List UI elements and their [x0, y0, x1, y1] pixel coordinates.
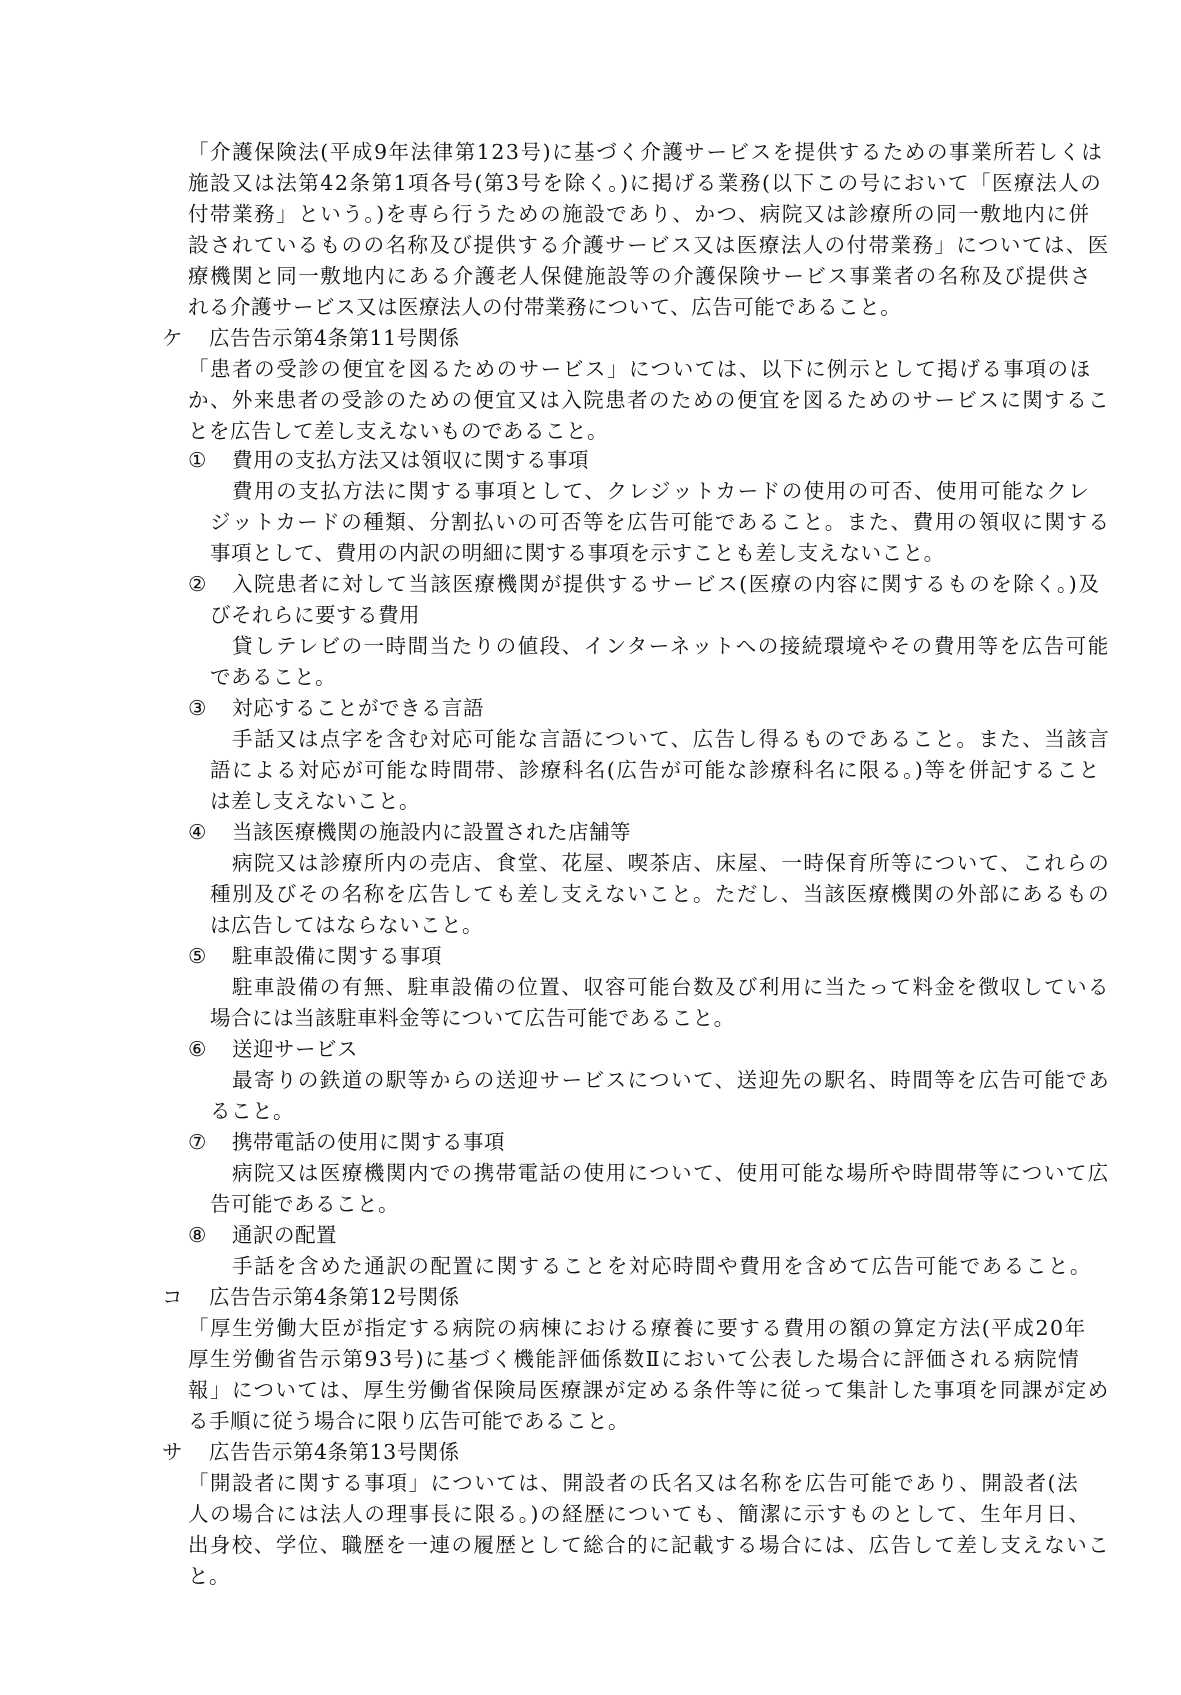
section-heading: 広告告示第4条第12号関係 [209, 1285, 460, 1309]
item-body-line: 駐車設備の有無、駐車設備の位置、収容可能台数及び利用に当たって料金を徴収している [232, 975, 1110, 999]
text-line: 設されているものの名称及び提供する介護サービス又は医療法人の付帯業務」については、医 [188, 233, 1110, 257]
item-body-line: 手話を含めた通訳の配置に関することを対応時間や費用を含めて広告可能であること。 [232, 1254, 1092, 1278]
item-heading: 対応することができる言語 [232, 696, 484, 720]
item-body-line: 貸しテレビの一時間当たりの値段、インターネットへの接続環境やその費用等を広告可能 [232, 634, 1110, 658]
item-body-line: 病院又は医療機関内での携帯電話の使用について、使用可能な場所や時間帯等について広 [232, 1161, 1110, 1185]
item-heading: 当該医療機関の施設内に設置された店舗等 [232, 820, 631, 844]
item-body-line: 手話又は点字を含む対応可能な言語について、広告し得るものであること。また、当該言 [232, 727, 1111, 751]
item-body-line: 事項として、費用の内訳の明細に関する事項を示すことも差し支えないこと。 [210, 541, 945, 565]
item-body-line: は差し支えないこと。 [210, 789, 420, 813]
item-body-line: 病院又は診療所内の売店、食堂、花屋、喫茶店、床屋、一時保育所等について、これらの [232, 851, 1111, 875]
item-body-line: 費用の支払方法に関する事項として、クレジットカードの使用の可否、使用可能なクレ [232, 479, 1091, 503]
text-line: 「介護保険法(平成9年法律第123号)に基づく介護サービスを提供するための事業所若しくは [188, 140, 1104, 164]
text-line: 報」については、厚生労働省保険局医療課が定める条件等に従って集計した事項を同課が定め [188, 1378, 1110, 1402]
item-number: ③ [188, 696, 207, 720]
item-heading: びそれらに要する費用 [210, 603, 420, 627]
item-heading: 入院患者に対して当該医療機関が提供するサービス(医療の内容に関するものを除く。)及 [232, 572, 1101, 596]
item-body-line: 種別及びその名称を広告しても差し支えないこと。ただし、当該医療機関の外部にあるもの [210, 882, 1111, 906]
item-body-line: 場合には当該駐車料金等について広告可能であること。 [210, 1006, 735, 1030]
item-number: ⑤ [188, 944, 207, 968]
text-line: 「患者の受診の便宜を図るためのサービス」については、以下に例示として掲げる事項のほ [188, 357, 1092, 381]
text-line: 施設又は法第42条第1項各号(第3号を除く。)に掲げる業務(以下この号において「医療法人の [188, 171, 1103, 195]
item-number: ⑥ [188, 1037, 207, 1061]
text-line: 出身校、学位、職歴を一連の履歴として総合的に記載する場合には、広告して差し支えないこ [188, 1533, 1111, 1557]
item-body-line: ジットカードの種類、分割払いの可否等を広告可能であること。また、費用の領収に関する [210, 510, 1111, 534]
item-number: ④ [188, 820, 207, 844]
section-marker: ケ [162, 326, 183, 350]
item-heading: 駐車設備に関する事項 [232, 944, 442, 968]
section-marker: サ [162, 1440, 183, 1464]
item-body-line: 語による対応が可能な時間帯、診療科名(広告が可能な診療科名に限る。)等を併記すること [210, 758, 1101, 782]
item-number: ⑧ [188, 1223, 207, 1247]
item-heading: 費用の支払方法又は領収に関する事項 [232, 448, 589, 472]
item-heading: 送迎サービス [232, 1037, 358, 1061]
text-line: 「厚生労働大臣が指定する病院の病棟における療養に要する費用の額の算定方法(平成20年 [188, 1316, 1087, 1340]
item-number: ① [188, 448, 207, 472]
text-line: か、外来患者の受診のための便宜又は入院患者のための便宜を図るためのサービスに関するこ [188, 388, 1111, 412]
item-body-line: 最寄りの鉄道の駅等からの送迎サービスについて、送迎先の駅名、時間等を広告可能であ [232, 1068, 1111, 1092]
item-heading: 携帯電話の使用に関する事項 [232, 1130, 505, 1154]
item-heading: 通訳の配置 [232, 1223, 337, 1247]
item-body-line: であること。 [210, 665, 336, 689]
item-number: ⑦ [188, 1130, 207, 1154]
section-heading: 広告告示第4条第11号関係 [209, 326, 460, 350]
item-body-line: ること。 [210, 1099, 294, 1123]
text-line: る手順に従う場合に限り広告可能であること。 [188, 1409, 629, 1433]
text-line: 厚生労働省告示第93号)に基づく機能評価係数Ⅱにおいて公表した場合に評価される病院情 [188, 1347, 1081, 1371]
text-line: 人の場合には法人の理事長に限る。)の経歴についても、簡潔に示すものとして、生年月日、 [188, 1502, 1091, 1526]
section-heading: 広告告示第4条第13号関係 [209, 1440, 460, 1464]
text-line: 「開設者に関する事項」については、開設者の氏名又は名称を広告可能であり、開設者(法 [188, 1471, 1080, 1495]
text-line: と。 [188, 1564, 230, 1588]
text-line: 付帯業務」という。)を専ら行うための施設であり、かつ、病院又は診療所の同一敷地内に併 [188, 202, 1091, 226]
text-line: 療機関と同一敷地内にある介護老人保健施設等の介護保険サービス事業者の名称及び提供さ [188, 264, 1093, 288]
item-body-line: 告可能であること。 [210, 1192, 399, 1216]
item-body-line: は広告してはならないこと。 [210, 913, 483, 937]
text-line: れる介護サービス又は医療法人の付帯業務について、広告可能であること。 [188, 295, 902, 319]
text-line: とを広告して差し支えないものであること。 [188, 419, 608, 443]
item-number: ② [188, 572, 207, 596]
section-marker: コ [162, 1285, 183, 1309]
